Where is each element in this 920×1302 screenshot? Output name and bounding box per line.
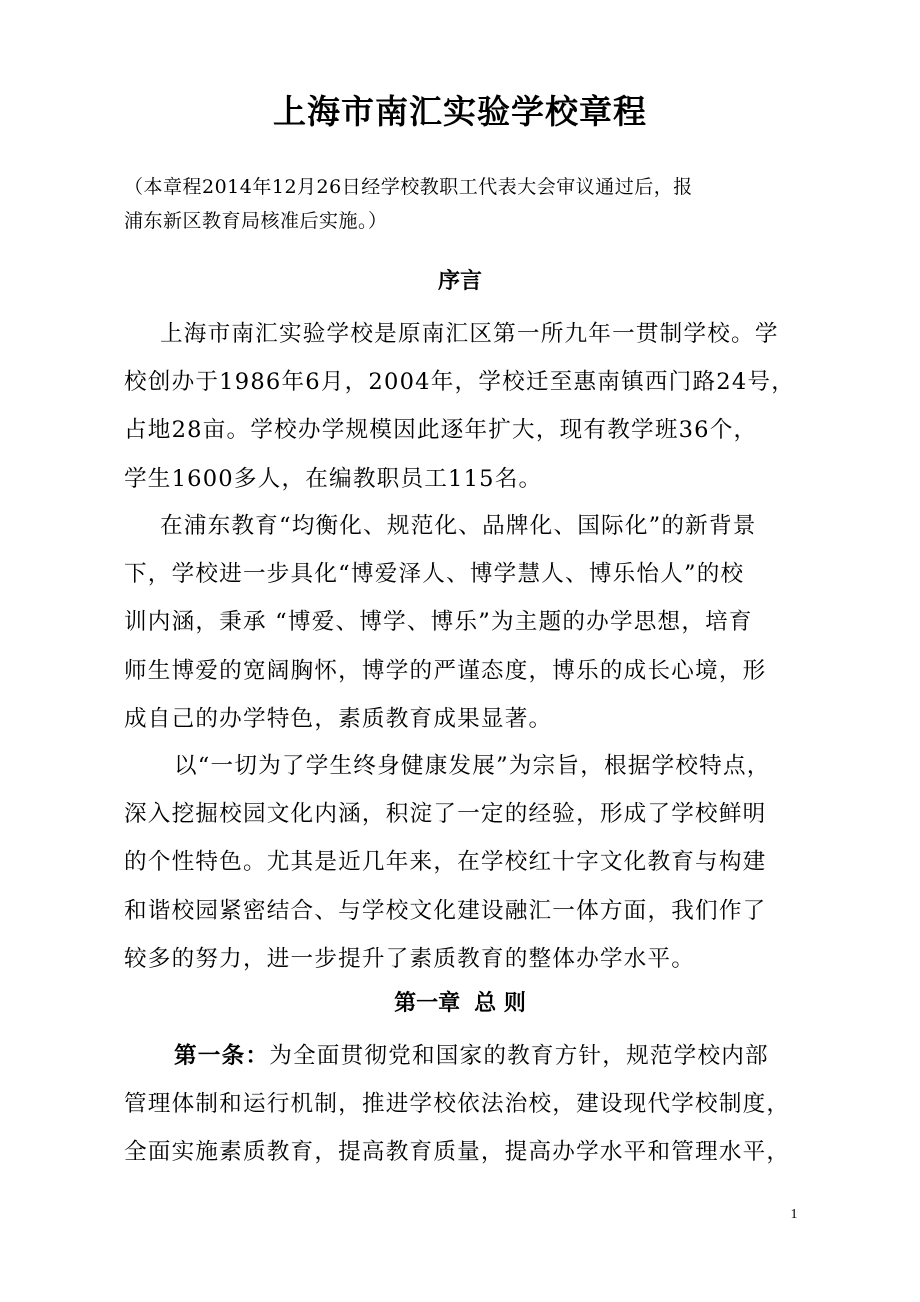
text-line: 较多的努力，进一步提升了素质教育的整体办学水平。 — [124, 945, 696, 972]
chapter-1-number: 第一章 — [394, 991, 461, 1016]
text-line: 下，学校进一步具化“博爱泽人、博学慧人、博乐怡人”的校 — [124, 561, 745, 588]
approval-note — [124, 170, 800, 238]
preface-paragraph-3 — [124, 742, 800, 983]
preface-heading: 序言 — [437, 269, 482, 294]
chapter-1-title: 总 则 — [474, 991, 526, 1016]
approval-note-line: （本章程2014年12月26日经学校教职工代表大会审议通过后，报 — [124, 176, 693, 198]
article-1-text: 为全面贯彻党和国家的教育方针，规范学校内部 — [269, 1043, 769, 1069]
article-1-first-line — [124, 1032, 800, 1080]
page-number: 1 — [790, 1207, 798, 1222]
text-line: 学生1600多人，在编教职员工115名。 — [124, 465, 543, 492]
preface-paragraph-2 — [124, 502, 800, 743]
text-line: 管理体制和运行机制，推进学校依法治校，建设现代学校制度， — [124, 1091, 791, 1118]
text-line: 的个性特色。尤其是近几年来，在学校红十字文化教育与构建 — [124, 849, 767, 876]
chapter-1-heading — [0, 984, 920, 1024]
article-1-label: 第一条： — [174, 1043, 270, 1069]
text-line: 以“一切为了学生终身健康发展”为宗旨，根据学校特点， — [174, 753, 771, 779]
article-1 — [124, 1032, 800, 1177]
approval-note-line: 浦东新区教育局核准后实施。） — [124, 210, 388, 232]
text-line: 深入挖掘校园文化内涵，积淀了一定的经验，形成了学校鲜明 — [124, 801, 767, 828]
text-line: 上海市南汇实验学校是原南汇区第一所九年一贯制学校。学 — [160, 321, 779, 347]
text-line: 训内涵，秉承 “博爱、博学、博乐”为主题的办学思想，培育 — [124, 609, 753, 636]
preface-paragraph-1 — [124, 310, 800, 503]
text-line: 校创办于1986年6月，2004年，学校迁至惠南镇西门路24号， — [124, 369, 795, 396]
text-line: 占地28亩。学校办学规模因此逐年扩大，现有教学班36个， — [124, 417, 758, 444]
text-line: 全面实施素质教育，提高教育质量，提高办学水平和管理水平， — [124, 1139, 791, 1166]
document-title: 上海市南汇实验学校章程 — [273, 92, 647, 131]
text-line: 成自己的办学特色，素质教育成果显著。 — [124, 705, 553, 732]
text-line: 在浦东教育“均衡化、规范化、品牌化、国际化”的新背景 — [160, 513, 757, 539]
text-line: 师生博爱的宽阔胸怀，博学的严谨态度，博乐的成长心境，形 — [124, 657, 767, 684]
text-line: 和谐校园紧密结合、与学校文化建设融汇一体方面，我们作了 — [124, 897, 767, 924]
